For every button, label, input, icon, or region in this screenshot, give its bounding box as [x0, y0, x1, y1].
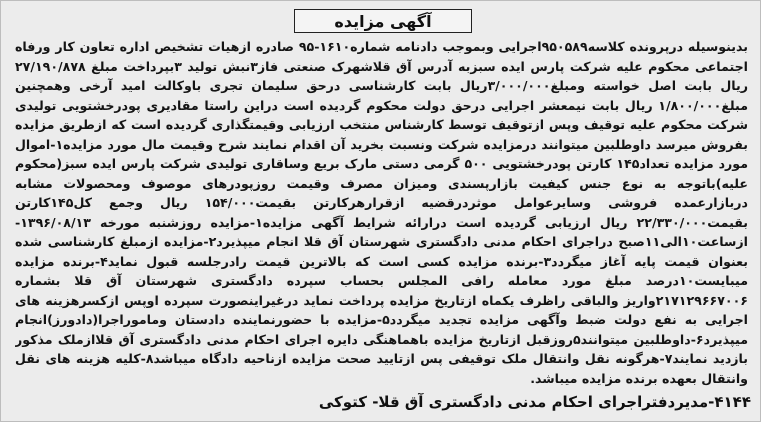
- notice-title: آگهی مزایده: [294, 9, 472, 33]
- notice-signature: ۴۱۴۴-مدیردفتراجرای احکام مدنی دادگستری آق قلا- کتوکی: [318, 393, 751, 411]
- notice-body: بدینوسیله درپرونده کلاسه۹۵۰۵۸۹اجرایی وبموجب دادنامه شماره۱۶۱۰-۹۵ صادره ازهیات تشخیص اداره تعاون کار ورفاه اجتماعی محکوم علیه شرکت پارس ایده سبزبه آدرس آق قلاشهرک صنعتی فاز۳نبش تولید ۳بپرداخت مبلغ ۲۷/۱۹۰/۸۷۸ ریال بابت اصل خواسته ومبلغ۳/۰۰۰/۰۰۰ریال بابت کارشناسی درحق سلیمان تجری باوکالت امید آرخی وهمچنین مبلغ۱/۸۰۰/۰۰۰ ریال بابت نیمعشر اجرایی درحق دولت محکوم گردیده است دراین راستا مقادیری پودرخشتویی تولیدی شرکت محکوم علیه توقیف وپس ازتوقیف توسط کارشناس منتخب ارزیابی وقیمتگذاری گردیده است که ازطریق مزایده بفروش میرسد داوطلبین میتوانند درمزایده شرکت ونسبت بخرید آن اقدام نمایند شرح وقیمت مال مورد مزایده۱-اموال مورد مزایده تعداد۱۴۵ کارتن پودرخشتویی ۵۰۰ گرمی دستی مارک بریع وساقاری تولیدی شرکت پارس ایده سبز(محکوم علیه)باتوجه به نوع جنس کیفیت بازارپسندی ومیزان مصرف وقیمت روزپودرهای موصوف ومحصولات مشابه دربازارعمده فروشی وسایرعوامل موثردرقضیه ازقرارهرکارتن بقیمت۱۵۴/۰۰۰ ریال وجمع کل۱۴۵کارتن بقیمت۲۲/۳۳۰/۰۰۰ ریال ارزیابی گردیده است درارائه شرایط آگهی مزایده۱-مزایده روزشنبه مورخه ۱۳۹۶/۰۸/۱۳-ازساعت۱۰الی۱۱صبح دراجرای احکام مدنی دادگستری شهرستان آق قلا انجام میپذیرد۲-مزایده ازمبلغ کارشناسی شده بعنوان قیمت پایه آغاز میگردد۳-برنده مزایده کسی است که بالاترین قیمت رادرجلسه قبول نماید۴-برنده مزایده میبایست۱۰درصد مبلغ مورد معامله رافی المجلس بحساب سپرده دادگستری شهرستان آق قلا بشماره ۲۱۷۱۲۹۶۶۷۰۰۶واریز والباقی راظرف یکماه ازتاریخ مزایده پرداخت نماید درغیراینصورت سپرده اوپس ازکسرهزینه های اجرایی به نفع دولت ضبط وآگهی مزایده تجدید میگردد۵-مزایده با حضورنماینده دادستان وماموراجرا(دادورز)انجام میپذیرد۶-داوطلبین میتوانند۵روزقبل ازتاریخ مزایده باهماهنگی دایره اجرای احکام مدنی دادگستری آق قلاازملک مذکور بازدید نمایند۷-هرگونه نقل وانتقال ملک توقیفی پس ازتایید صحت مزایده ازناحیه دادگاه میباشد۸-کلیه هزینه های نقل وانتقال بعهده برنده مزایده میباشد.: [15, 39, 748, 386]
